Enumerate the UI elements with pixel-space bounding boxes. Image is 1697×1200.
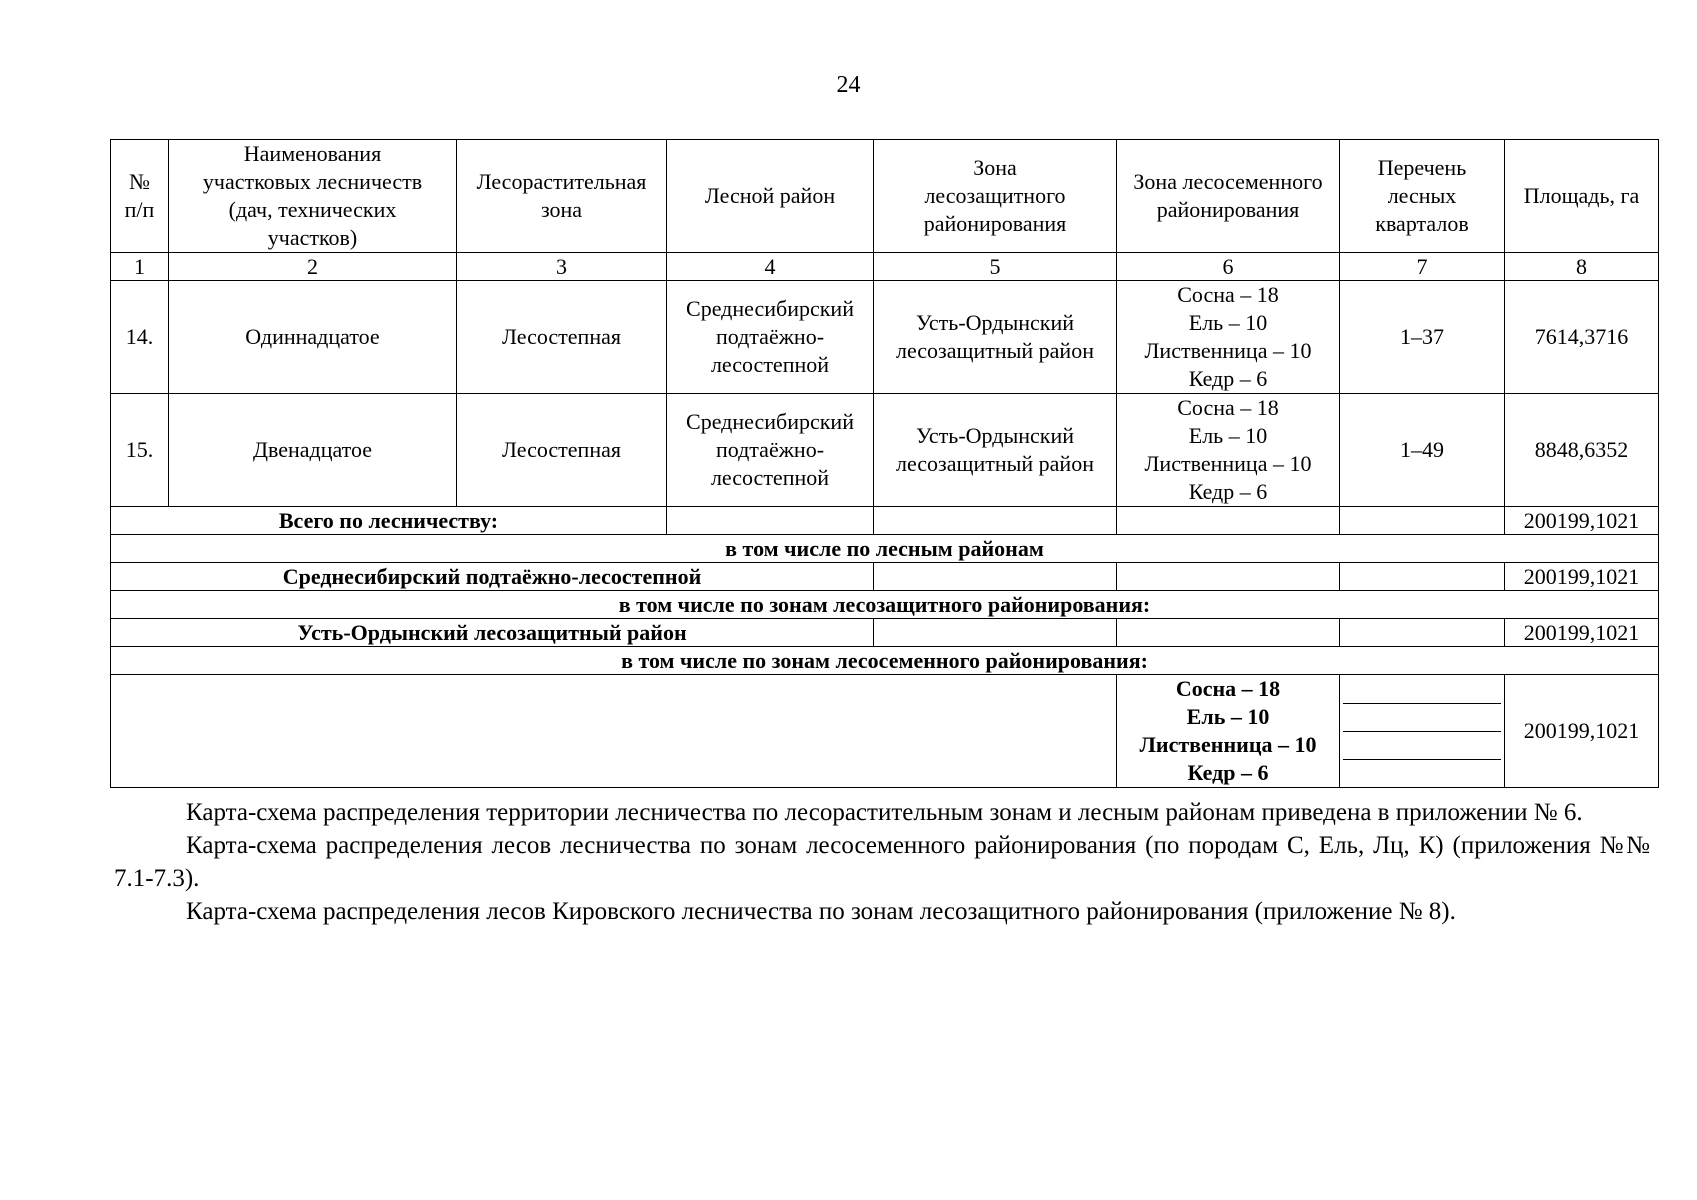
column-number: 6	[1117, 253, 1340, 281]
forest-districts-table	[110, 139, 1659, 788]
empty-cell	[1117, 619, 1340, 647]
empty-cell	[874, 619, 1117, 647]
body-text	[114, 796, 1650, 928]
empty-cell	[1117, 563, 1340, 591]
row-number: 15.	[111, 394, 169, 507]
quarters: 1–37	[1340, 281, 1505, 394]
species-item: Кедр – 6	[1187, 760, 1269, 785]
species-item: Лиственница – 10	[1139, 732, 1317, 757]
vegetation-zone: Лесостепная	[457, 394, 667, 507]
vegetation-zone: Лесостепная	[457, 281, 667, 394]
quarters: 1–49	[1340, 394, 1505, 507]
forestry-name: Двенадцатое	[169, 394, 457, 507]
empty-cell	[1340, 563, 1505, 591]
protection-label: Усть-Ордынский лесозащитный район	[111, 619, 874, 647]
header-cell: Площадь, га	[1505, 140, 1659, 253]
column-number: 1	[111, 253, 169, 281]
header-cell: Лесной район	[667, 140, 874, 253]
column-number: 2	[169, 253, 457, 281]
header-cell: Перечень лесных кварталов	[1340, 140, 1505, 253]
blank-subcell	[1343, 760, 1501, 787]
by-seed-heading: в том числе по зонам лесосеменного районирования:	[111, 647, 1659, 675]
empty-cell	[874, 563, 1117, 591]
header-cell: Наименования участковых лесничеств (дач, технических участков)	[169, 140, 457, 253]
seed-row	[111, 675, 1659, 788]
forest-district: Среднесибирский подтаёжно- лесостепной	[667, 281, 874, 394]
forestry-name: Одиннадцатое	[169, 281, 457, 394]
area: 7614,3716	[1505, 281, 1659, 394]
blank-subcell	[1343, 676, 1501, 704]
protection-area: 200199,1021	[1505, 619, 1659, 647]
empty-cell	[874, 507, 1117, 535]
by-districts-heading: в том числе по лесным районам	[111, 535, 1659, 563]
seed-zone: Сосна – 18 Ель – 10 Лиственница – 10 Кедр – 6	[1117, 281, 1340, 394]
paragraph: Карта-схема распределения территории лесничества по лесорастительным зонам и лесным районам приведена в приложении № 6.	[186, 799, 1583, 826]
district-row	[111, 563, 1659, 591]
column-number-row	[111, 253, 1659, 281]
empty-cell	[1340, 507, 1505, 535]
header-cell: Зона лесозащитного районирования	[874, 140, 1117, 253]
protection-zone: Усть-Ордынский лесозащитный район	[874, 394, 1117, 507]
empty-cell	[111, 675, 1117, 788]
district-area: 200199,1021	[1505, 563, 1659, 591]
column-number: 8	[1505, 253, 1659, 281]
total-row	[111, 507, 1659, 535]
species-item: Сосна – 18	[1175, 676, 1281, 701]
page-number: 24	[836, 72, 861, 98]
area: 8848,6352	[1505, 394, 1659, 507]
header-cell: № п/п	[111, 140, 169, 253]
header-row	[111, 140, 1659, 253]
table-row	[111, 281, 1659, 394]
by-protection-heading: в том числе по зонам лесозащитного районирования:	[111, 591, 1659, 619]
blank-subcell	[1343, 732, 1501, 760]
forest-district: Среднесибирский подтаёжно- лесостепной	[667, 394, 874, 507]
total-label: Всего по лесничеству:	[111, 507, 667, 535]
paragraph: Карта-схема распределения лесов Кировского лесничества по зонам лесозащитного районирования (приложение № 8).	[186, 898, 1456, 925]
seed-area: 200199,1021	[1505, 675, 1659, 788]
district-label: Среднесибирский подтаёжно-лесостепной	[111, 563, 874, 591]
subheading-row	[111, 647, 1659, 675]
column-number: 5	[874, 253, 1117, 281]
empty-cell	[1117, 507, 1340, 535]
blank-subcell	[1343, 704, 1501, 732]
subheading-row	[111, 535, 1659, 563]
protection-row	[111, 619, 1659, 647]
protection-zone: Усть-Ордынский лесозащитный район	[874, 281, 1117, 394]
paragraph: Карта-схема распределения лесов лесничества по зонам лесосеменного районирования (по породам С, Ель, Лц, К) (приложения №№ 7.1-7.3).	[114, 832, 1650, 892]
total-area: 200199,1021	[1505, 507, 1659, 535]
row-number: 14.	[111, 281, 169, 394]
species-item: Ель – 10	[1186, 704, 1270, 729]
empty-cell	[1340, 619, 1505, 647]
seed-zone: Сосна – 18 Ель – 10 Лиственница – 10 Кедр – 6	[1117, 394, 1340, 507]
quarters-blank-cells	[1340, 675, 1505, 788]
subheading-row	[111, 591, 1659, 619]
empty-cell	[667, 507, 874, 535]
header-cell: Лесорастительная зона	[457, 140, 667, 253]
column-number: 7	[1340, 253, 1505, 281]
column-number: 3	[457, 253, 667, 281]
column-number: 4	[667, 253, 874, 281]
header-cell: Зона лесосеменного районирования	[1117, 140, 1340, 253]
seed-species	[1117, 675, 1340, 788]
table-row	[111, 394, 1659, 507]
